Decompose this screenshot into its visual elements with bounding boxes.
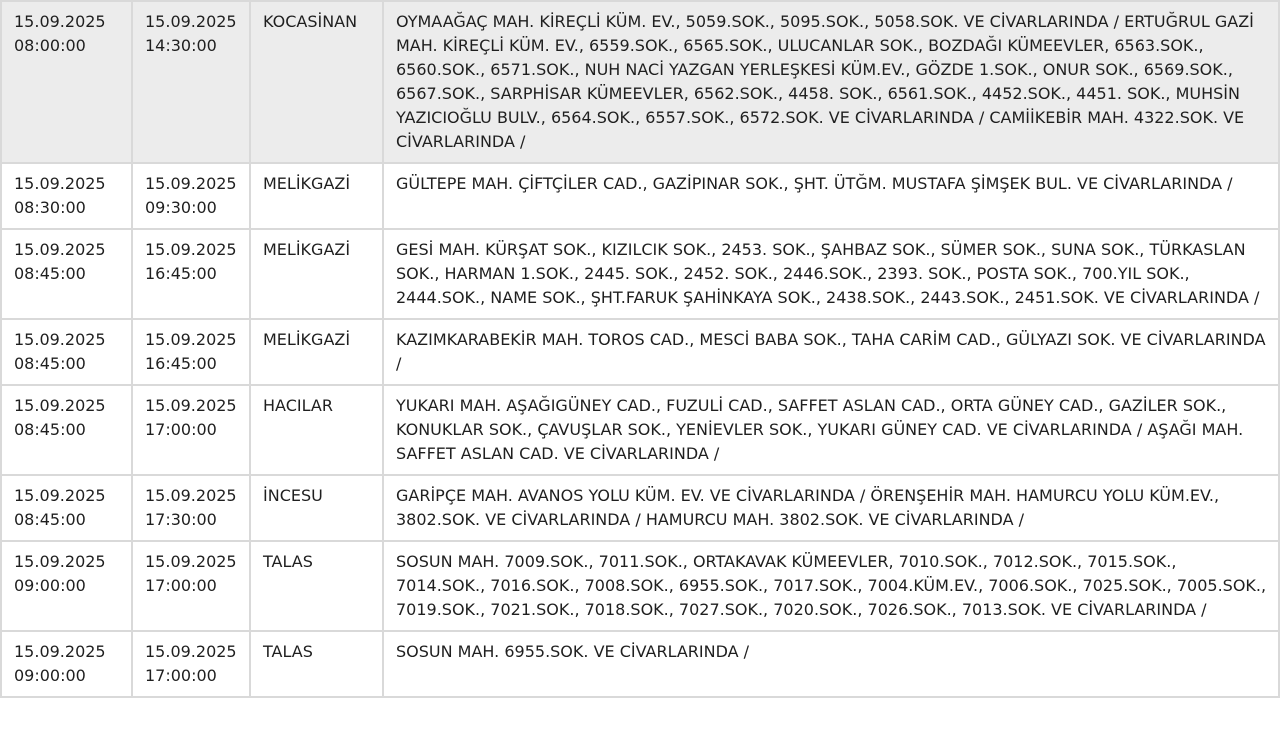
district-cell: KOCASİNAN [250, 1, 383, 163]
district-cell: İNCESU [250, 475, 383, 541]
outage-row [1, 1, 1279, 163]
district-cell: MELİKGAZİ [250, 163, 383, 229]
district-cell: HACILAR [250, 385, 383, 475]
end-datetime-cell: 15.09.2025 09:30:00 [132, 163, 250, 229]
affected-area-cell: KAZIMKARABEKİR MAH. TOROS CAD., MESCİ BABA SOK., TAHA CARİM CAD., GÜLYAZI SOK. VE CİVARLARINDA / [383, 319, 1279, 385]
end-datetime-cell: 15.09.2025 17:00:00 [132, 631, 250, 697]
outage-row [1, 319, 1279, 385]
start-datetime-cell: 15.09.2025 09:00:00 [1, 541, 132, 631]
end-datetime-cell: 15.09.2025 16:45:00 [132, 319, 250, 385]
start-datetime-cell: 15.09.2025 08:45:00 [1, 229, 132, 319]
affected-area-cell: GÜLTEPE MAH. ÇİFTÇİLER CAD., GAZİPINAR SOK., ŞHT. ÜTĞM. MUSTAFA ŞİMŞEK BUL. VE CİVARLARINDA / [383, 163, 1279, 229]
district-cell: TALAS [250, 631, 383, 697]
start-datetime-cell: 15.09.2025 08:30:00 [1, 163, 132, 229]
start-datetime-cell: 15.09.2025 08:00:00 [1, 1, 132, 163]
outage-row [1, 229, 1279, 319]
outage-table-body [1, 1, 1279, 697]
outage-row [1, 475, 1279, 541]
end-datetime-cell: 15.09.2025 17:00:00 [132, 385, 250, 475]
start-datetime-cell: 15.09.2025 08:45:00 [1, 475, 132, 541]
end-datetime-cell: 15.09.2025 16:45:00 [132, 229, 250, 319]
affected-area-cell: SOSUN MAH. 7009.SOK., 7011.SOK., ORTAKAVAK KÜMEEVLER, 7010.SOK., 7012.SOK., 7015.SOK., 7014.SOK., 7016.SOK., 7008.SOK., 6955.SOK., 7017.SOK., 7004.KÜM.EV., 7006.SOK., 7025.SOK., 7005.SOK., 7019.SOK., 7021.SOK., 7018.SOK., 7027.SOK., 7020.SOK., 7026.SOK., 7013.SOK. VE CİVARLARINDA / [383, 541, 1279, 631]
outage-row [1, 163, 1279, 229]
start-datetime-cell: 15.09.2025 09:00:00 [1, 631, 132, 697]
affected-area-cell: GESİ MAH. KÜRŞAT SOK., KIZILCIK SOK., 2453. SOK., ŞAHBAZ SOK., SÜMER SOK., SUNA SOK., TÜRKASLAN SOK., HARMAN 1.SOK., 2445. SOK., 2452. SOK., 2446.SOK., 2393. SOK., POSTA SOK., 700.YIL SOK., 2444.SOK., NAME SOK., ŞHT.FARUK ŞAHİNKAYA SOK., 2438.SOK., 2443.SOK., 2451.SOK. VE CİVARLARINDA / [383, 229, 1279, 319]
end-datetime-cell: 15.09.2025 17:30:00 [132, 475, 250, 541]
outage-row [1, 385, 1279, 475]
district-cell: MELİKGAZİ [250, 229, 383, 319]
district-cell: TALAS [250, 541, 383, 631]
end-datetime-cell: 15.09.2025 14:30:00 [132, 1, 250, 163]
affected-area-cell: YUKARI MAH. AŞAĞIGÜNEY CAD., FUZULİ CAD., SAFFET ASLAN CAD., ORTA GÜNEY CAD., GAZİLER SOK., KONUKLAR SOK., ÇAVUŞLAR SOK., YENİEVLER SOK., YUKARI GÜNEY CAD. VE CİVARLARINDA / AŞAĞI MAH. SAFFET ASLAN CAD. VE CİVARLARINDA / [383, 385, 1279, 475]
start-datetime-cell: 15.09.2025 08:45:00 [1, 385, 132, 475]
start-datetime-cell: 15.09.2025 08:45:00 [1, 319, 132, 385]
outage-row [1, 541, 1279, 631]
district-cell: MELİKGAZİ [250, 319, 383, 385]
outage-row [1, 631, 1279, 697]
affected-area-cell: SOSUN MAH. 6955.SOK. VE CİVARLARINDA / [383, 631, 1279, 697]
end-datetime-cell: 15.09.2025 17:00:00 [132, 541, 250, 631]
affected-area-cell: OYMAAĞAÇ MAH. KİREÇLİ KÜM. EV., 5059.SOK., 5095.SOK., 5058.SOK. VE CİVARLARINDA / ERTUĞRUL GAZİ MAH. KİREÇLİ KÜM. EV., 6559.SOK., 6565.SOK., ULUCANLAR SOK., BOZDAĞI KÜMEEVLER, 6563.SOK., 6560.SOK., 6571.SOK., NUH NACİ YAZGAN YERLEŞKESİ KÜM.EV., GÖZDE 1.SOK., ONUR SOK., 6569.SOK., 6567.SOK., SARPHİSAR KÜMEEVLER, 6562.SOK., 4458. SOK., 6561.SOK., 4452.SOK., 4451. SOK., MUHSİN YAZICIOĞLU BULV., 6564.SOK., 6557.SOK., 6572.SOK. VE CİVARLARINDA / CAMİİKEBİR MAH. 4322.SOK. VE CİVARLARINDA / [383, 1, 1279, 163]
affected-area-cell: GARİPÇE MAH. AVANOS YOLU KÜM. EV. VE CİVARLARINDA / ÖRENŞEHİR MAH. HAMURCU YOLU KÜM.EV., 3802.SOK. VE CİVARLARINDA / HAMURCU MAH. 3802.SOK. VE CİVARLARINDA / [383, 475, 1279, 541]
